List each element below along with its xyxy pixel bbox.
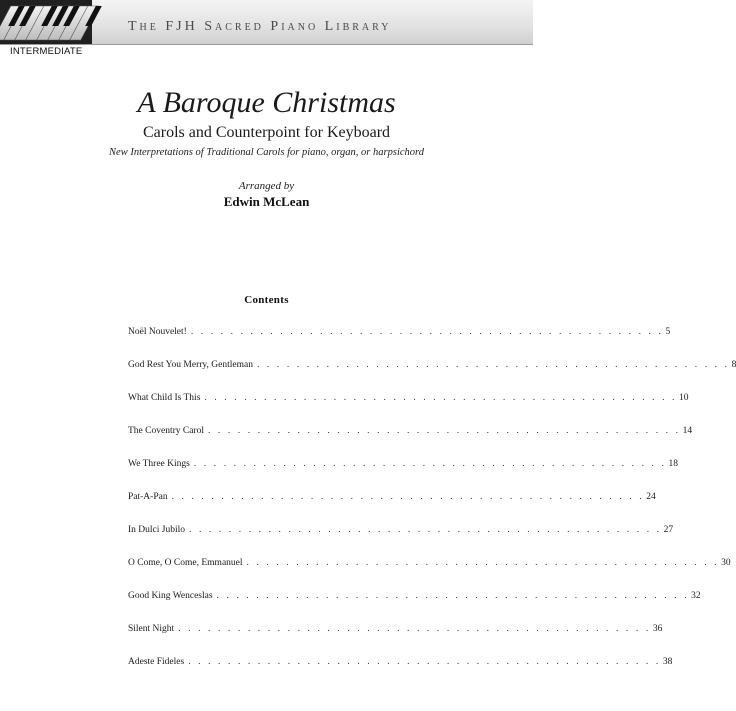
toc-entry-title: We Three Kings — [128, 459, 194, 469]
toc-entry[interactable] — [128, 591, 701, 624]
library-header-band — [0, 0, 533, 45]
toc-dot-leader: . . . . . . . . . . . . . . . . . . . . . . . . . . . . . . . . . . . . . . . . . . . . . . . . — [216, 591, 690, 601]
contents-heading: Contents — [244, 294, 289, 306]
toc-entry[interactable] — [128, 657, 673, 690]
library-title: The FJH Sacred Piano Library — [128, 19, 392, 34]
toc-dot-leader: . . . . . . . . . . . . . . . . . . . . . . . . . . . . . . . . . . . . . . . . . . . . . . . . — [193, 459, 667, 469]
toc-entry-page: 24 — [646, 492, 656, 502]
toc-dot-leader: . . . . . . . . . . . . . . . . . . . . . . . . . . . . . . . . . . . . . . . . . . . . . . . . — [207, 426, 681, 436]
toc-entry-page: 36 — [652, 624, 663, 634]
toc-entry[interactable] — [128, 459, 678, 492]
toc-entry-title: Silent Night — [128, 624, 178, 634]
toc-entry[interactable] — [128, 393, 689, 426]
toc-entry[interactable] — [128, 492, 656, 525]
toc-dot-leader: . . . . . . . . . . . . . . . . . . . . . . . . . . . . . . . . . . . . . . . . . . . . . . . . — [246, 558, 720, 568]
toc-entry-title: In Dulci Jubilo — [128, 525, 189, 535]
arranged-by-label: Arranged by — [238, 180, 295, 192]
toc-dot-leader: . . . . . . . . . . . . . . . . . . . . . . . . . . . . . . . . . . . . . . . . . . . . . . . . — [189, 525, 662, 535]
level-label: INTERMEDIATE — [10, 46, 83, 57]
toc-entry[interactable] — [128, 426, 693, 459]
toc-entry[interactable] — [128, 624, 663, 657]
toc-dot-leader: . . . . . . . . . . . . . . . . . . . . . . . . . . . . . . . . . . . . . . . . . . . . . . . . — [204, 393, 678, 403]
toc-entry-title: Adeste Fideles — [128, 657, 188, 667]
book-tagline: New Interpretations of Traditional Carols for piano, organ, or harpsichord — [109, 147, 424, 158]
toc-entry-title: Pat-A-Pan — [128, 492, 172, 502]
toc-entry[interactable] — [128, 360, 736, 393]
table-of-contents — [128, 327, 736, 690]
toc-entry-page: 18 — [668, 459, 678, 469]
toc-entry-page: 5 — [665, 327, 671, 337]
book-subtitle: Carols and Counterpoint for Keyboard — [142, 124, 391, 141]
toc-entry[interactable] — [128, 327, 671, 360]
toc-dot-leader: . . . . . . . . . . . . . . . . . . . . . . . . . . . . . . . . . . . . . . . . . . . . . . . . — [178, 624, 651, 634]
toc-entry-page: 10 — [679, 393, 689, 403]
toc-entry-title: The Coventry Carol — [128, 426, 208, 436]
toc-entry-page: 30 — [721, 558, 731, 568]
toc-dot-leader: . . . . . . . . . . . . . . . . . . . . . . . . . . . . . . . . . . . . . . . . . . . . . . . . — [171, 492, 645, 502]
toc-entry-page: 14 — [682, 426, 693, 436]
toc-entry-title: Noël Nouvelet! — [128, 327, 191, 337]
toc-dot-leader: . . . . . . . . . . . . . . . . . . . . . . . . . . . . . . . . . . . . . . . . . . . . . . . . — [188, 657, 661, 667]
toc-entry-page: 38 — [662, 657, 673, 667]
toc-entry[interactable] — [128, 558, 731, 591]
toc-entry-page: 8 — [731, 360, 736, 370]
toc-dot-leader: . . . . . . . . . . . . . . . . . . . . . . . . . . . . . . . . . . . . . . . . . . . . . . . . — [190, 327, 664, 337]
toc-entry-title: What Child Is This — [128, 393, 204, 403]
book-title: A Baroque Christmas — [137, 86, 396, 119]
toc-entry[interactable] — [128, 525, 674, 558]
toc-entry-page: 32 — [691, 591, 701, 601]
toc-entry-title: O Come, O Come, Emmanuel — [128, 558, 247, 568]
toc-entry-page: 27 — [663, 525, 674, 535]
piano-keyboard-photo — [0, 0, 92, 44]
toc-dot-leader: . . . . . . . . . . . . . . . . . . . . . . . . . . . . . . . . . . . . . . . . . . . . . . . . — [256, 360, 730, 370]
toc-entry-title: Good King Wenceslas — [128, 591, 217, 601]
toc-entry-title: God Rest You Merry, Gentleman — [128, 360, 257, 370]
arranger-name: Edwin McLean — [223, 194, 310, 209]
